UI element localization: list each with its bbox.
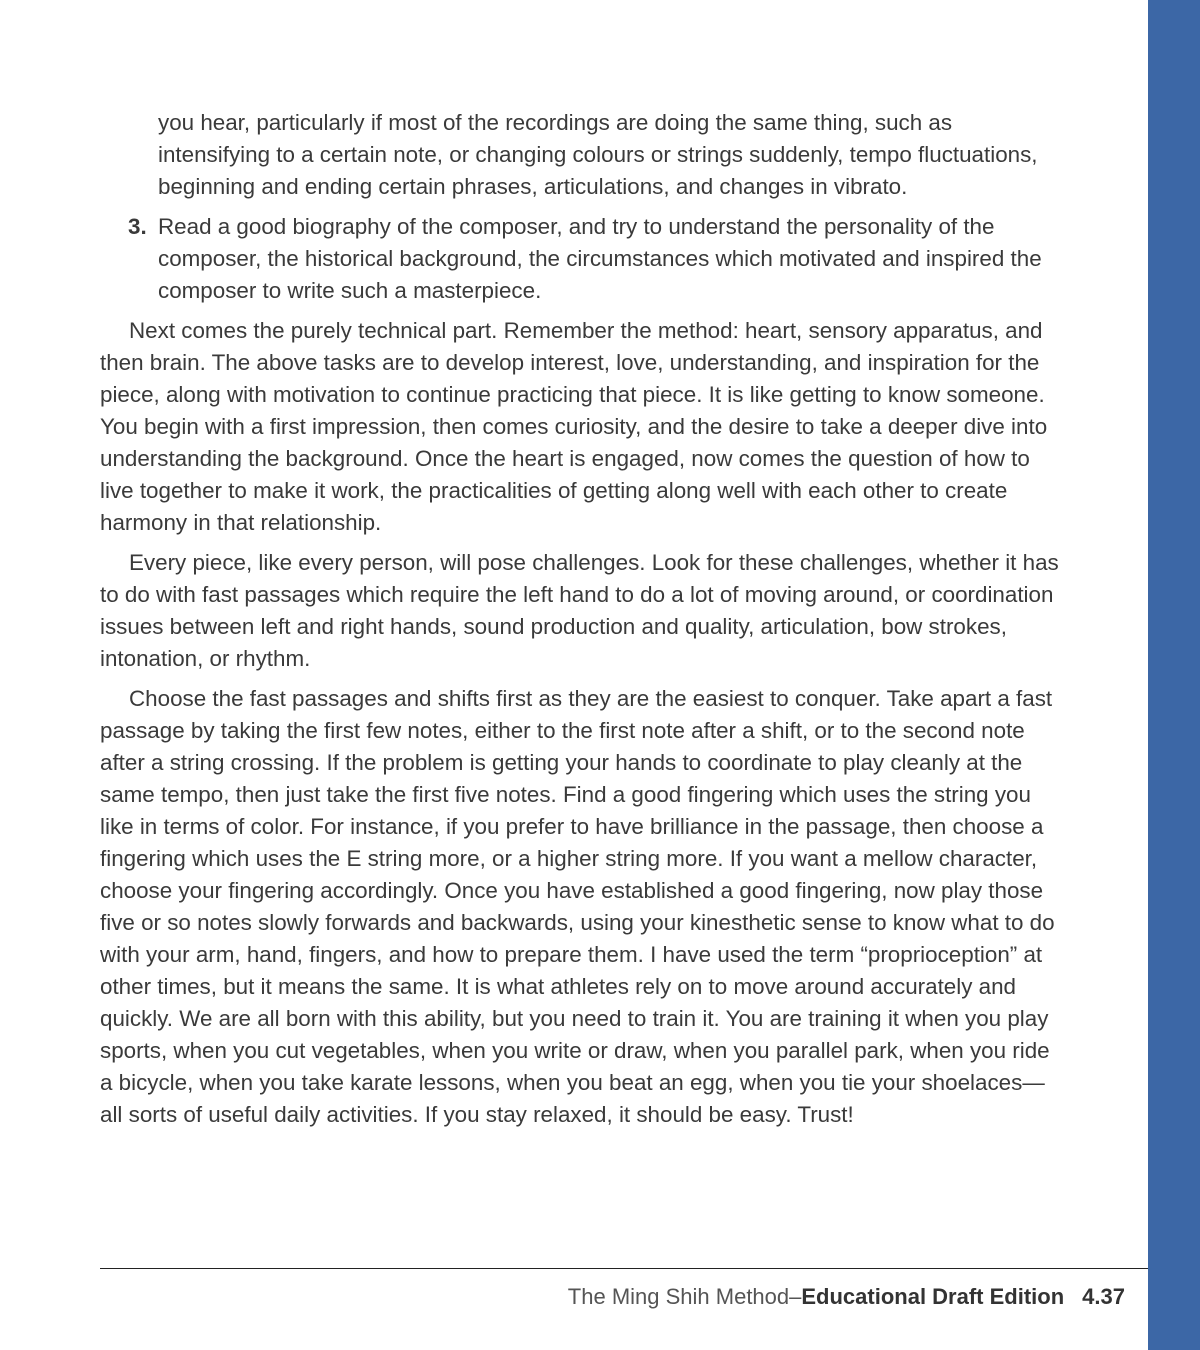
list-item-3 [100, 211, 1060, 307]
page-number: 4.37 [1082, 1284, 1125, 1309]
footer-divider [100, 1268, 1148, 1269]
footer-edition: Educational Draft Edition [801, 1284, 1065, 1309]
list-item-continuation: you hear, particularly if most of the recordings are doing the same thing, such as intensifying to a certain note, or changing colours or strings suddenly, tempo fluctuations, beginning and ending certain phrases, articulations, and changes in vibrato. [158, 110, 1038, 199]
body-paragraph: Next comes the purely technical part. Remember the method: heart, sensory apparatus, and then brain. The above tasks are to develop interest, love, understanding, and inspiration for the piece, along with motivation to continue practicing that piece. It is like getting to know someone. You begin with a first impression, then comes curiosity, and the desire to take a deeper dive into understanding the background. Once the heart is engaged, now comes the question of how to live together to make it work, the practicalities of getting along well with each other to create harmony in that relationship. [100, 318, 1048, 535]
body-paragraph: Choose the fast passages and shifts first as they are the easiest to conquer. Take apart a fast passage by taking the first few notes, either to the first note after a shift, or to the second note after a string crossing. If the problem is getting your hands to coordinate to play cleanly at the same tempo, then just take the first five notes. Find a good fingering which uses the string you like in terms of color. For instance, if you prefer to have brilliance in the passage, then choose a fingering which uses the E string more, or a higher string more. If you want a mellow character, choose your fingering accordingly. Once you have established a good fingering, now play those five or so notes slowly forwards and backwards, using your kinesthetic sense to know what to do with your arm, hand, fingers, and how to prepare them. I have used the term “proprioception” at other times, but it means the same. It is what athletes rely on to move around accurately and quickly. We are all born with this ability, but you need to train it. You are training it when you play sports, when you cut vegetables, when you write or draw, when you parallel park, when you ride a bicycle, when you take karate lessons, when you beat an egg, when you tie your shoelaces—all sorts of useful daily activities. If you stay relaxed, it should be easy. Trust! [100, 686, 1055, 1127]
page-footer [568, 1281, 1125, 1313]
page-body [100, 107, 1060, 1139]
list-item-number: 3. [128, 214, 147, 239]
list-item-text: Read a good biography of the composer, and try to understand the personality of the composer, the historical background, the circumstances which motivated and inspired the composer to write such a masterpiece. [158, 214, 1042, 303]
footer-book-title: The Ming Shih Method– [567, 1284, 802, 1309]
side-color-band [1148, 0, 1200, 1350]
body-paragraph: Every piece, like every person, will pose challenges. Look for these challenges, whether it has to do with fast passages which require the left hand to do a lot of moving around, or coordination issues between left and right hands, sound production and quality, articulation, bow strokes, intonation, or rhythm. [100, 550, 1059, 671]
